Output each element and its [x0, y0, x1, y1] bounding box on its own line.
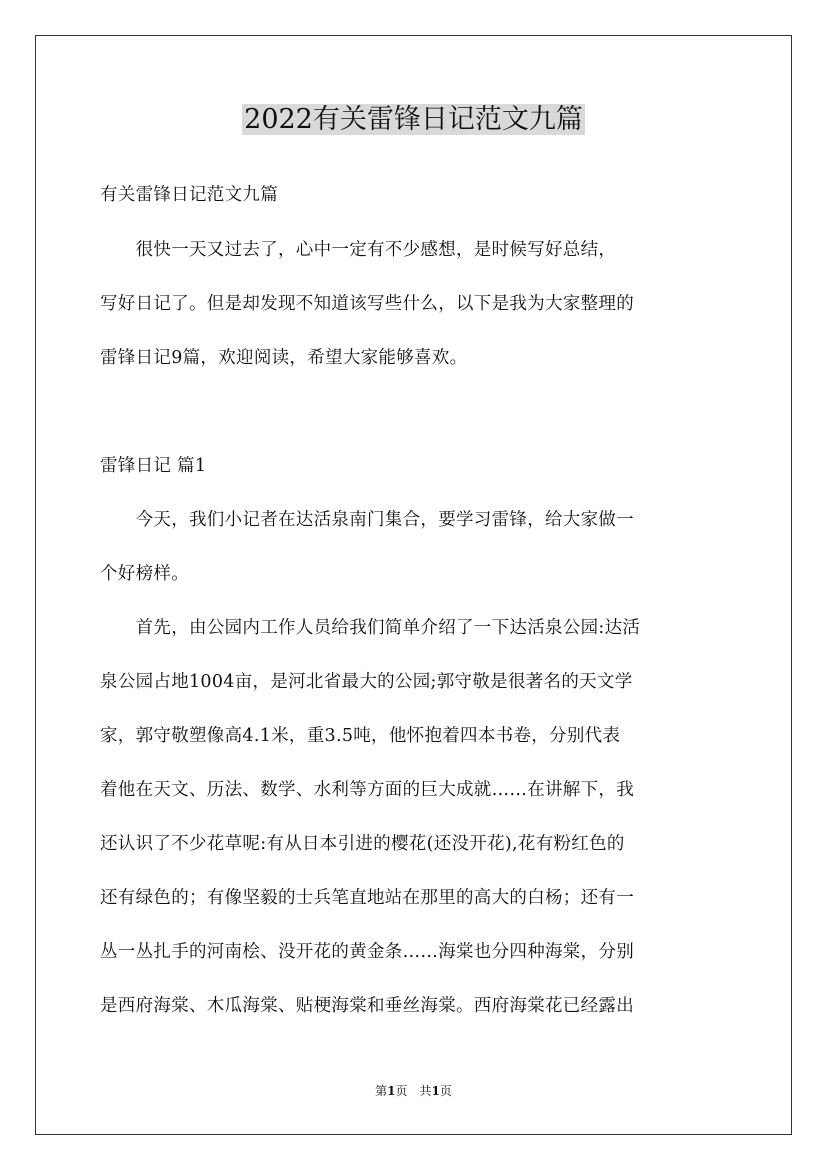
- footer-page-suffix: 页: [439, 1084, 452, 1098]
- paragraph-line: 还认识了不少花草呢:有从日本引进的樱花(还没开花),花有粉红色的: [100, 834, 625, 854]
- document-title: [0, 100, 827, 140]
- paragraph-line: 个好榜样。: [100, 564, 189, 584]
- paragraph-line: 今天，我们小记者在达活泉南门集合，要学习雷锋，给大家做一: [100, 510, 634, 530]
- document-subtitle: 有关雷锋日记范文九篇: [100, 185, 278, 205]
- intro-line: 写好日记了。但是却发现不知道该写些什么，以下是我为大家整理的: [100, 294, 634, 314]
- document-title-text: 2022有关雷锋日记范文九篇: [244, 104, 583, 135]
- paragraph-line: 首先，由公园内工作人员给我们简单介绍了一下达活泉公园:达活: [100, 618, 641, 638]
- footer-page-number: 1: [387, 1084, 396, 1098]
- page-footer: [0, 1083, 827, 1099]
- footer-page-prefix: 第: [375, 1084, 388, 1098]
- paragraph-line: 丛一丛扎手的河南桧、没开花的黄金条……海棠也分四种海棠，分别: [100, 942, 634, 962]
- paragraph-line: 泉公园占地1004亩，是河北省最大的公园;郭守敬是很著名的天文学: [100, 672, 633, 692]
- intro-line: 雷锋日记9篇，欢迎阅读，希望大家能够喜欢。: [100, 348, 468, 368]
- paragraph-line: 家，郭守敬塑像高4.1米，重3.5吨，他怀抱着四本书卷，分别代表: [100, 726, 621, 746]
- section-heading: 雷锋日记 篇1: [100, 456, 207, 476]
- paragraph-line: 是西府海棠、木瓜海棠、贴梗海棠和垂丝海棠。西府海棠花已经露出: [100, 996, 634, 1016]
- intro-line: 很快一天又过去了，心中一定有不少感想，是时候写好总结，: [100, 240, 617, 260]
- footer-page-mid: 页 共: [395, 1084, 432, 1098]
- footer-page-total: 1: [431, 1084, 440, 1098]
- paragraph-line: 还有绿色的；有像坚毅的士兵笔直地站在那里的高大的白杨；还有一: [100, 888, 634, 908]
- paragraph-line: 着他在天文、历法、数学、水利等方面的巨大成就……在讲解下，我: [100, 780, 634, 800]
